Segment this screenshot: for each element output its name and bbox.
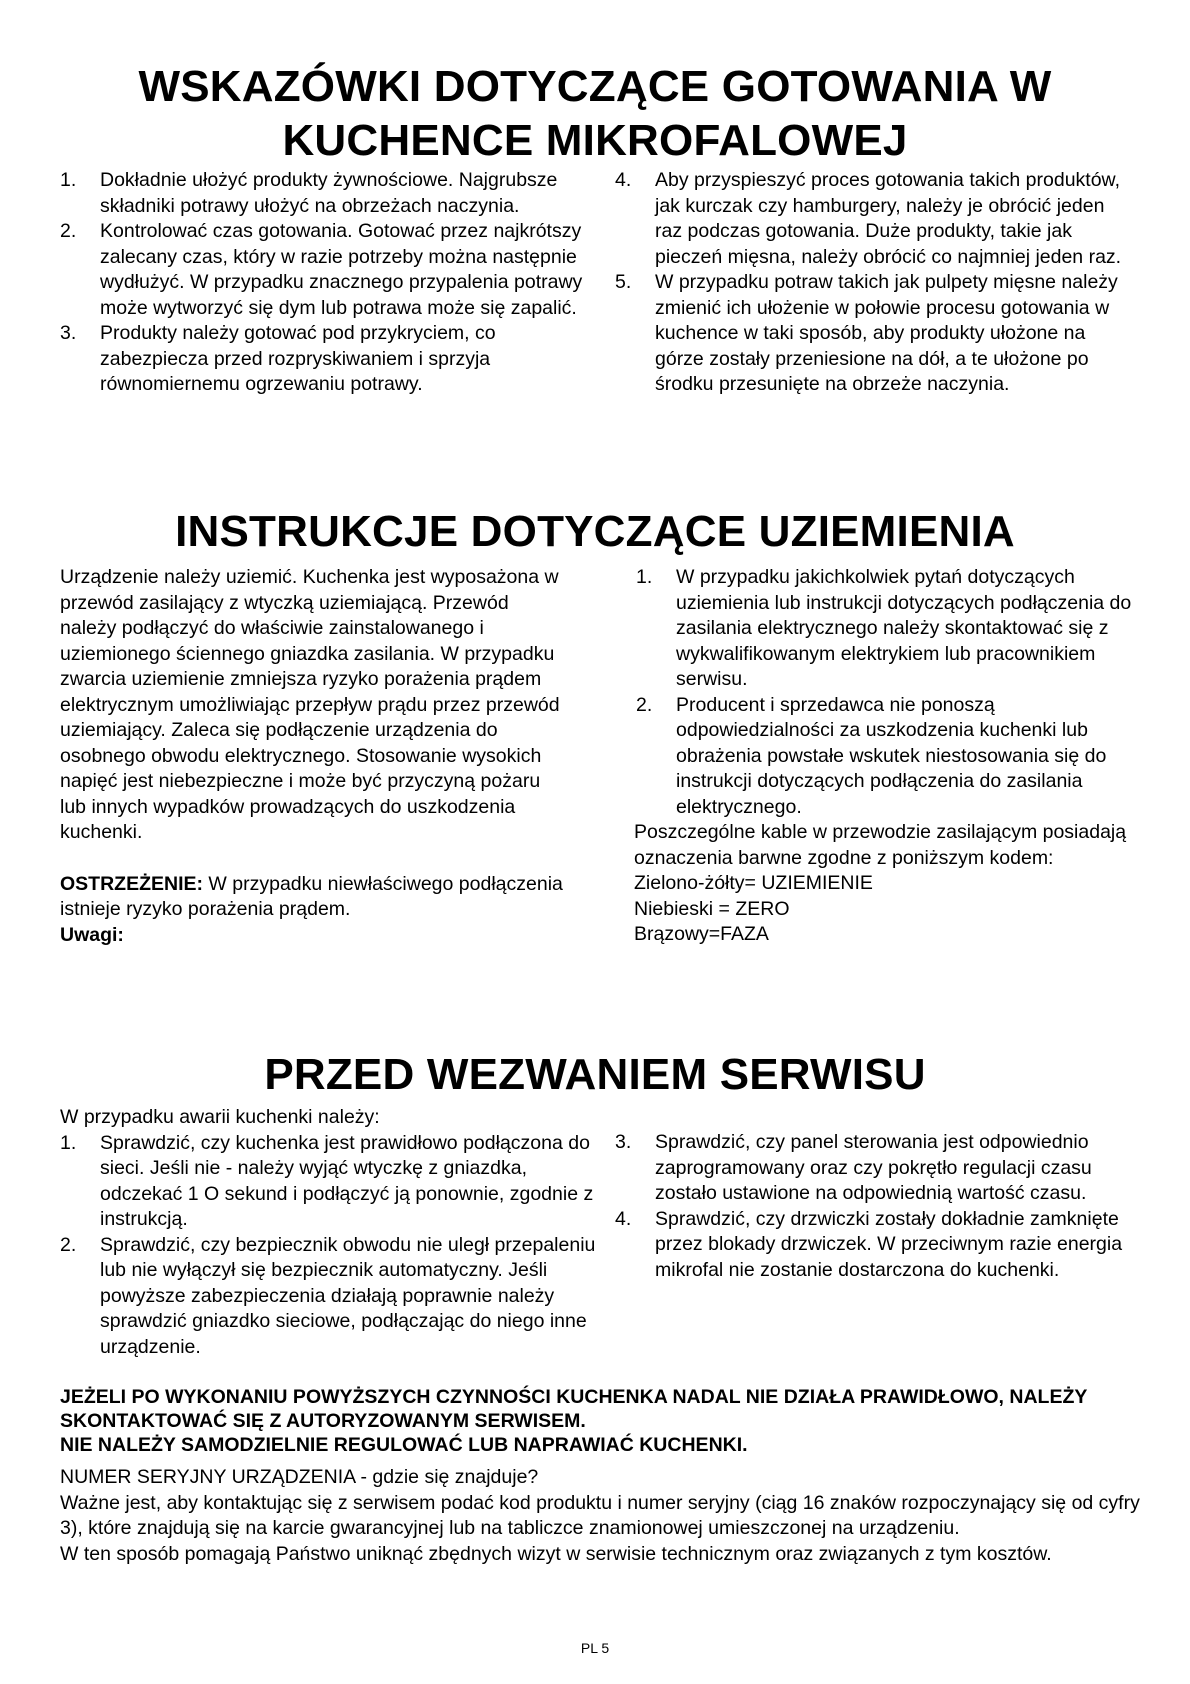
list-item: 5. W przypadku potraw takich jak pulpety mięsne należy zmienić ich ułożenie w połowie procesu gotowania w kuchence w taki sposób, aby produkty ułożone na górze zostały przeniesione na dół, a te ułożone po środku przesunięte na obrzeże naczynia.	[615, 271, 1118, 395]
service-warning-line: NIE NALEŻY SAMODZIELNIE REGULOWAĆ LUB NAPRAWIAĆ KUCHENKI.	[60, 1434, 748, 1456]
list-item: 2. Kontrolować czas gotowania. Gotować przez najkrótszy zalecany czas, który w razie potrzeby można następnie wydłużyć. W przypadku znacznego przypalenia potrawy może wytworzyć się dym lub potrawa może się zapalić.	[60, 220, 583, 319]
list-item: 3. Produkty należy gotować pod przykryciem, co zabezpiecza przed rozpryskiwaniem i sprzyja równomiernemu ogrzewaniu potrawy.	[60, 322, 496, 395]
list-item: 2. Producent i sprzedawca nie ponoszą odpowiedzialności za uszkodzenia kuchenki lub obrażenia powstałe wskutek niestosowania się do instrukcji dotyczących podłączenia do zasilania elektrycznego.	[636, 693, 1107, 818]
warning-text: W przypadku niewłaściwego podłączenia istnieje ryzyko porażenia prądem.	[60, 872, 563, 920]
cooking-title-line2: KUCHENCE MIKROFALOWEJ	[282, 116, 908, 165]
cable-code: Brązowy=FAZA	[634, 923, 769, 945]
serial-heading: NUMER SERYJNY URZĄDZENIA - gdzie się znajduje?	[60, 1466, 539, 1488]
grounding-warning	[60, 872, 570, 923]
list-item: 1. Dokładnie ułożyć produkty żywnościowe. Najgrubsze składniki potrawy ułożyć na obrzeżach naczynia.	[60, 169, 558, 217]
serial-number-info	[60, 1465, 1140, 1567]
cooking-right-column	[615, 168, 1125, 398]
notes-label: Uwagi:	[60, 923, 124, 946]
warning-label: OSTRZEŻENIE:	[60, 872, 204, 895]
grounding-paragraph: Urządzenie należy uziemić. Kuchenka jest wyposażona w przewód zasilający z wtyczką uziemiającą. Przewód należy podłączyć do właściwie zainstalowanego i uziemionego ściennego gniazdka zasilania. W przypadku zwarcia uziemienie zmniejsza ryzyko porażenia prądem elektrycznym umożliwiając przepływ prądu przez przewód uziemiający. Zaleca się podłączenie urządzenia do osobnego obwodu elektrycznego. Stosowanie wysokich napięć jest niebezpieczne i może być przyczyną pożaru lub innych wypadków prowadzących do uszkodzenia kuchenki.	[60, 566, 560, 843]
cooking-tips-heading	[60, 60, 1130, 168]
serial-text: Ważne jest, aby kontaktując się z serwisem podać kod produktu i numer seryjny (ciąg 16 znaków rozpoczynający się od cyfry 3), które znajdują się na karcie gwarancyjnej lub na tabliczce znamionowej umieszczonej na urządzeniu.	[60, 1491, 1140, 1539]
service-intro: W przypadku awarii kuchenki należy:	[60, 1106, 380, 1128]
service-warning-line: JEŻELI PO WYKONANIU POWYŻSZYCH CZYNNOŚCI KUCHENKA NADAL NIE DZIAŁA PRAWIDŁOWO, NALEŻY SKONTAKTOWAĆ SIĘ Z AUTORYZOWANYM SERWISEM.	[60, 1386, 1088, 1432]
cooking-title-line1: WSKAZÓWKI DOTYCZĄCE GOTOWANIA W	[138, 62, 1052, 111]
list-item: 1. W przypadku jakichkolwiek pytań dotyczących uziemienia lub instrukcji dotyczących podłączenia do zasilania elektrycznego należy skontaktować się z wykwalifikowanym elektrykiem lub pracownikiem serwisu.	[636, 566, 1132, 690]
page-number: PL 5	[580, 1640, 610, 1656]
service-title: PRZED WEZWANIEM SERWISU	[264, 1050, 926, 1099]
list-item: 4. Sprawdzić, czy drzwiczki zostały dokładnie zamknięte przez blokady drzwiczek. W przeciwnym razie energia mikrofal nie zostanie dostarczona do kuchenki.	[615, 1207, 1123, 1281]
service-right-column	[615, 1130, 1135, 1283]
service-warning-block	[60, 1385, 1140, 1457]
list-item: 3. Sprawdzić, czy panel sterowania jest odpowiednio zaprogramowany oraz czy pokrętło regulacji czasu zostało ustawione na odpowiednią wartość czasu.	[615, 1131, 1092, 1204]
grounding-title: INSTRUKCJE DOTYCZĄCE UZIEMIENIA	[175, 507, 1015, 556]
list-item: 2. Sprawdzić, czy bezpiecznik obwodu nie uległ przepaleniu lub nie wyłączył się bezpiecznik automatyczny. Jeśli powyższe zabezpieczenia działają poprawnie należy sprawdzić gniazdko sieciowe, podłączając do niego inne urządzenie.	[60, 1233, 596, 1358]
cable-code: Niebieski = ZERO	[634, 897, 790, 920]
grounding-left-column	[60, 565, 570, 948]
cable-code: Zielono-żółty= UZIEMIENIE	[634, 872, 873, 894]
list-item: 1. Sprawdzić, czy kuchenka jest prawidłowo podłączona do sieci. Jeśli nie - należy wyjąć wtyczkę z gniazdka, odczekać 1 O sekund i podłączyć ją ponownie, zgodnie z instrukcją.	[60, 1131, 594, 1230]
grounding-right-column	[636, 565, 1136, 948]
serial-text: W ten sposób pomagają Państwo uniknąć zbędnych wizyt w serwisie technicznym oraz związanych z tym kosztów.	[60, 1542, 1052, 1565]
service-left-column	[60, 1105, 600, 1360]
cooking-left-column	[60, 168, 585, 398]
list-item: 4. Aby przyspieszyć proces gotowania takich produktów, jak kurczak czy hamburgery, należy je obrócić jeden raz podczas gotowania. Duże produkty, takie jak pieczeń mięsna, należy obrócić co najmniej jeden raz.	[615, 169, 1122, 268]
cable-intro: Poszczególne kable w przewodzie zasilającym posiadają oznaczenia barwne zgodne z poniższym kodem:	[634, 821, 1127, 869]
